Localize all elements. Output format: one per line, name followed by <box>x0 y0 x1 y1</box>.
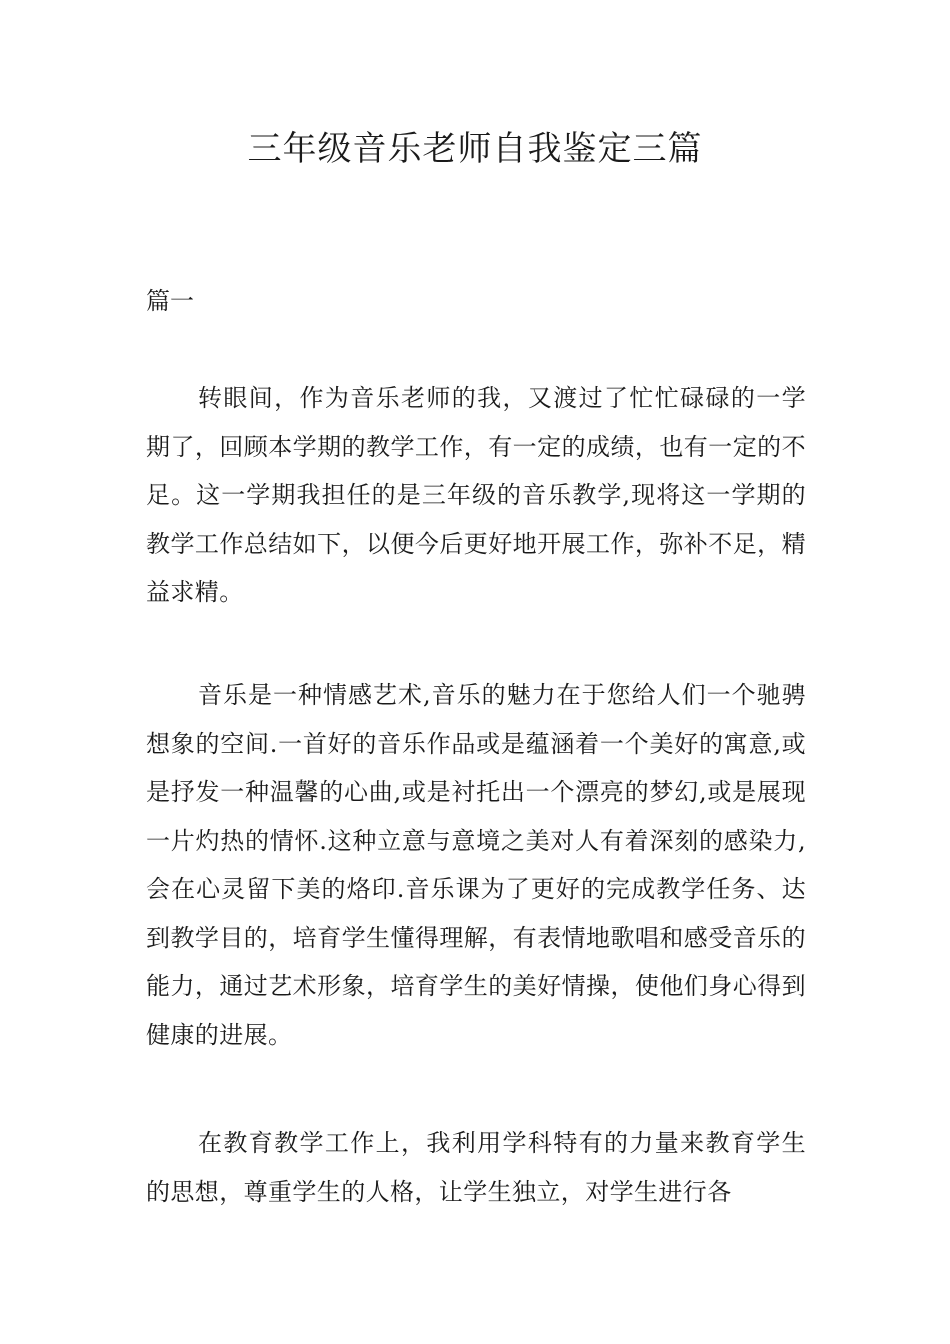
document-title: 三年级音乐老师自我鉴定三篇 <box>247 129 703 169</box>
section-label: 篇一 <box>146 287 194 315</box>
paragraph-2: 音乐是一种情感艺术,音乐的魅力在于您给人们一个驰骋想象的空间.一首好的音乐作品或是蕴涵着一个美好的寓意,或是抒发一种温馨的心曲,或是衬托出一个漂亮的梦幻,或是展现一片灼热的情怀.这种立意与意境之美对人有着深刻的感染力,会在心灵留下美的烙印.音乐课为了更好的完成教学任务、达到教学目的，培育学生懂得理解，有表情地歌唱和感受音乐的能力，通过艺术形象，培育学生的美好情操，使他们身心得到健康的进展。 <box>146 681 806 1049</box>
paragraph-1: 转眼间，作为音乐老师的我，又渡过了忙忙碌碌的一学期了，回顾本学期的教学工作，有一定的成绩，也有一定的不足。这一学期我担任的是三年级的音乐教学,现将这一学期的教学工作总结如下，以便今后更好地开展工作，弥补不足，精益求精。 <box>146 384 806 606</box>
paragraph-3: 在教育教学工作上，我利用学科特有的力量来教育学生的思想，尊重学生的人格，让学生独立，对学生进行各 <box>146 1129 806 1206</box>
